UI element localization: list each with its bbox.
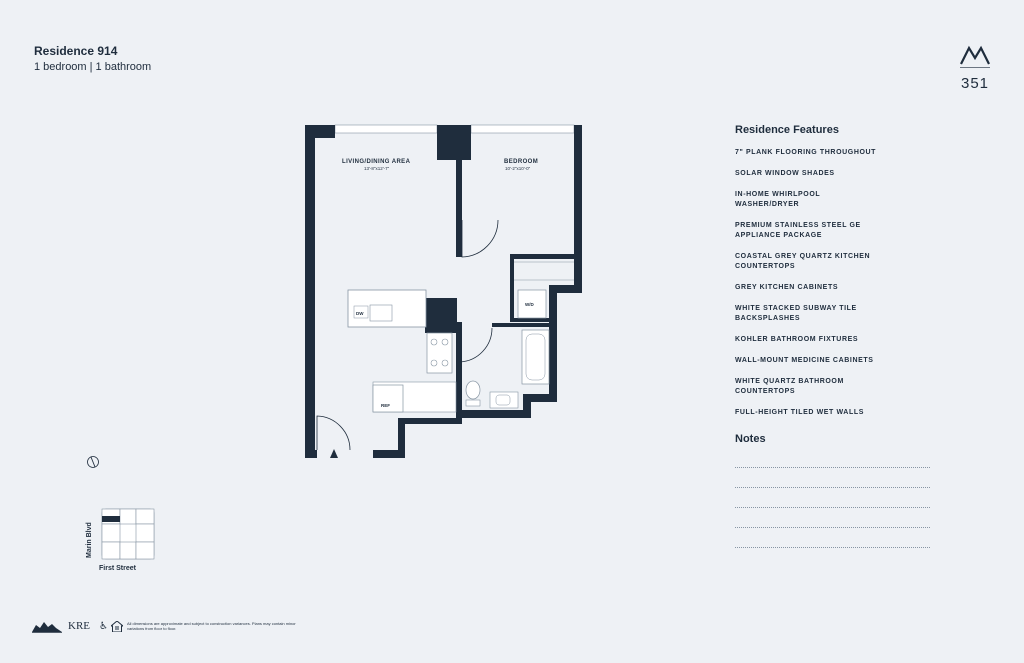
feature-item: WHITE STACKED SUBWAY TILE BACKSPLASHES — [735, 305, 857, 322]
equal-housing-icon — [111, 621, 123, 632]
dishwasher-label: DW — [356, 311, 364, 316]
bath-door — [460, 328, 492, 362]
residence-features — [735, 124, 955, 429]
features-title: Residence Features — [735, 124, 839, 136]
feature-list — [735, 148, 955, 418]
entry-door — [317, 416, 350, 450]
key-plan — [80, 506, 170, 576]
floor-plan — [300, 120, 590, 465]
stove — [427, 333, 452, 373]
logo-number: 351 — [960, 75, 990, 92]
refrigerator-label: REF — [381, 403, 390, 408]
mountain-logo-icon — [959, 44, 991, 68]
washer-dryer-label: W/D — [525, 302, 534, 307]
notes-section — [735, 433, 930, 567]
feature-item: GREY KITCHEN CABINETS — [735, 284, 839, 291]
note-line — [735, 527, 930, 528]
feature-item: IN-HOME WHIRLPOOL WASHER/DRYER — [735, 191, 821, 208]
feature-item: SOLAR WINDOW SHADES — [735, 170, 835, 177]
residence-header — [34, 44, 151, 73]
unit-location-marker — [102, 516, 120, 522]
entry-arrow-icon — [330, 449, 338, 458]
feature-item: FULL-HEIGHT TILED WET WALLS — [735, 409, 864, 416]
bath-vanity — [490, 392, 518, 408]
feature-item: WHITE QUARTZ BATHROOM COUNTERTOPS — [735, 378, 844, 395]
kitchen-island — [348, 290, 426, 327]
feature-item: COASTAL GREY QUARTZ KITCHEN COUNTERTOPS — [735, 253, 871, 270]
toilet — [466, 381, 480, 399]
feature-item: WALL-MOUNT MEDICINE CABINETS — [735, 357, 874, 364]
note-line — [735, 487, 930, 488]
residence-title: Residence 914 — [34, 44, 118, 58]
brand-logo — [958, 44, 992, 92]
accessibility-icon: ♿ — [99, 620, 108, 632]
north-compass-icon — [86, 454, 100, 470]
building-logo-icon — [32, 619, 62, 633]
feature-item: 7" PLANK FLOORING THROUGHOUT — [735, 149, 877, 156]
feature-item: KOHLER BATHROOM FIXTURES — [735, 336, 859, 343]
residence-subtitle: 1 bedroom | 1 bathroom — [34, 61, 152, 73]
living-room-label: LIVING/DINING AREA — [342, 159, 411, 165]
disclaimer-text: All dimensions are approximate and subject to construction variances. Plans may contain minor variations from floor to floor. — [126, 620, 296, 631]
window-bedroom — [471, 125, 574, 133]
living-room-dims: 13'-8"x12'-7" — [364, 166, 390, 171]
window-living — [335, 125, 437, 133]
front-street-label: First Street — [99, 565, 136, 572]
kre-brand: KRE — [68, 620, 90, 632]
note-line — [735, 507, 930, 508]
bedroom-dims: 10'-2"x10'-0" — [505, 166, 531, 171]
bedroom-label: BEDROOM — [504, 159, 539, 165]
bedroom-door — [462, 220, 498, 257]
footer — [32, 619, 297, 633]
side-street-label: Marin Blvd — [86, 522, 93, 558]
feature-item: PREMIUM STAINLESS STEEL GE APPLIANCE PACKAGE — [735, 222, 861, 239]
note-line — [735, 467, 930, 468]
note-line — [735, 547, 930, 548]
notes-title: Notes — [735, 433, 766, 445]
